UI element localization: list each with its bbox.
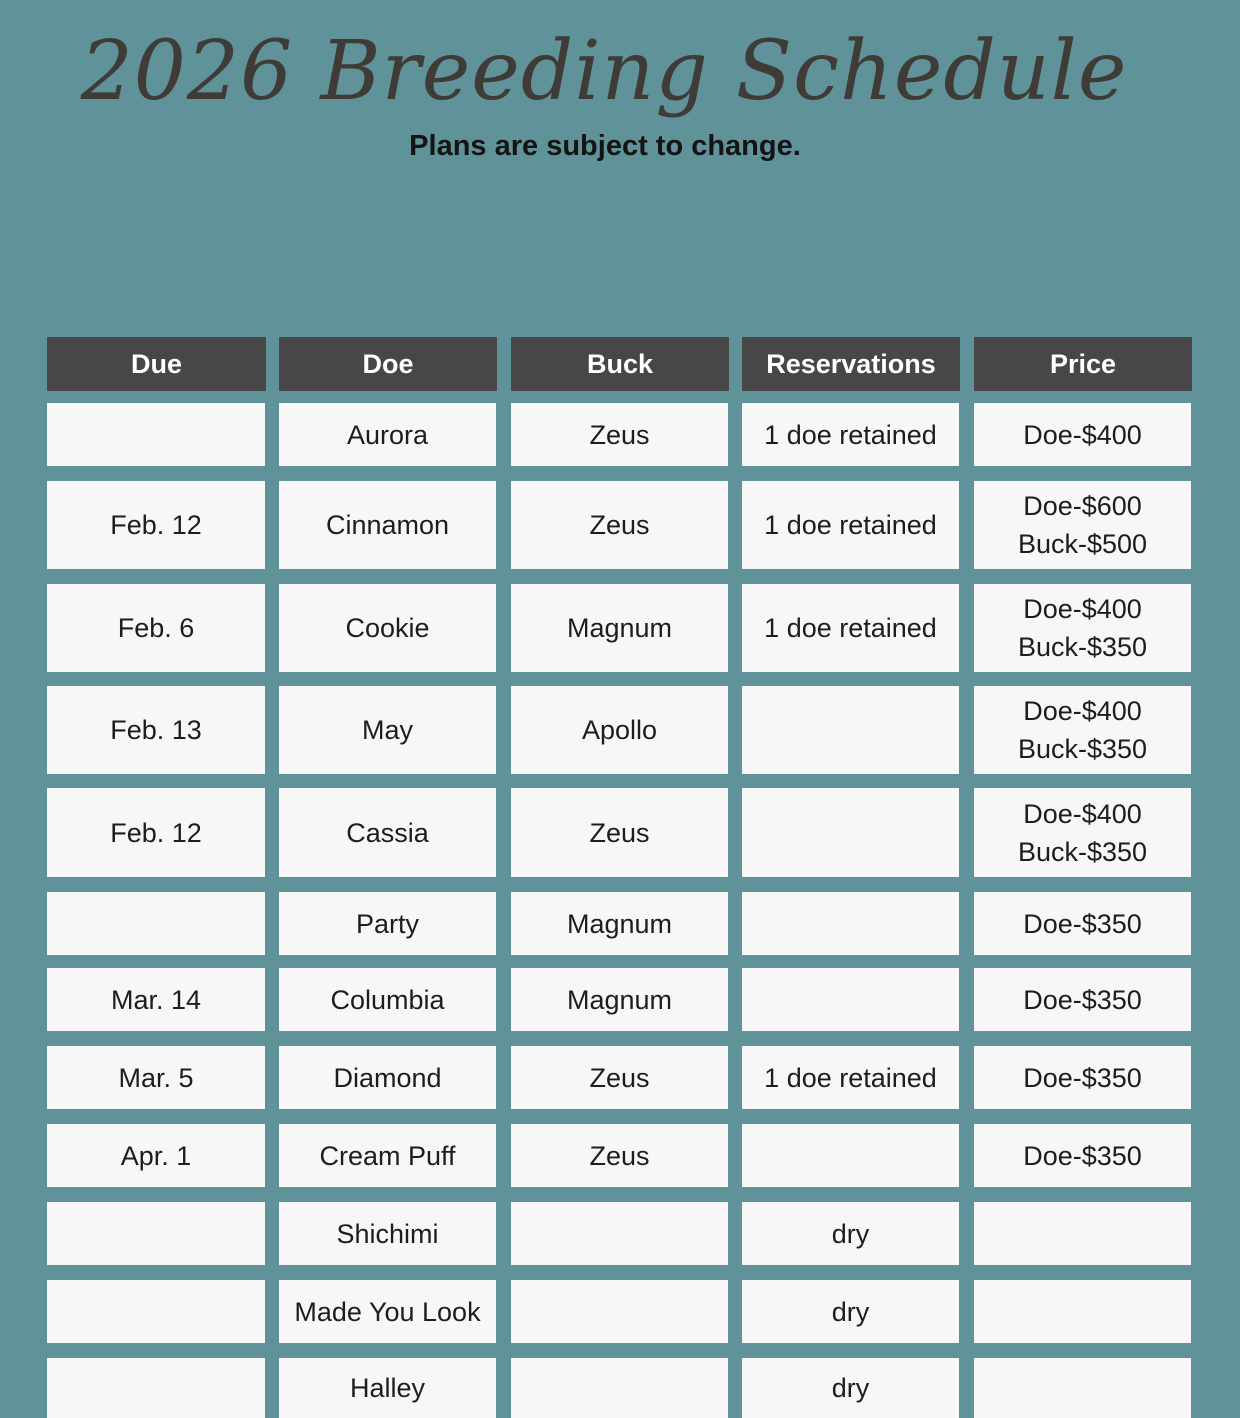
table-cell-reservations: dry [742,1358,959,1418]
table-cell-reservations [742,788,959,877]
table-cell-doe: Made You Look [279,1280,496,1343]
price-line: Doe-$350 [1023,1140,1142,1171]
table-cell-doe: Shichimi [279,1202,496,1265]
table-cell-buck: Zeus [511,481,728,569]
price-line: Doe-$350 [1023,1062,1142,1093]
table-cell-price [974,1124,1191,1187]
table-cell-buck: Zeus [511,403,728,466]
table-cell-due: Feb. 6 [47,584,265,672]
table-cell-doe: Columbia [279,968,496,1031]
table-cell-buck: Apollo [511,686,728,774]
table-cell-due [47,1280,265,1343]
column-header-due: Due [47,337,266,391]
table-cell-doe: Diamond [279,1046,496,1109]
table-cell-due [47,1202,265,1265]
page-title: 2026 Breeding Schedule [80,24,1128,119]
price-line: Buck-$350 [1017,734,1148,764]
table-cell-buck [511,1280,728,1343]
table-cell-due [47,1358,265,1418]
table-cell-reservations [742,892,959,955]
table-cell-due: Feb. 12 [47,481,265,569]
table-cell-reservations [742,686,959,774]
table-cell-buck [511,1202,728,1265]
price-line: Doe-$400 [1023,696,1142,726]
price-line: Doe-$400 [1023,594,1142,624]
table-cell-price [974,1202,1191,1265]
table-cell-due: Feb. 12 [47,788,265,877]
table-cell-doe: Halley [279,1358,496,1418]
table-cell-buck: Zeus [511,788,728,877]
price-line: Doe-$350 [1023,984,1142,1015]
table-cell-price [974,481,1191,569]
table-cell-doe: Party [279,892,496,955]
table-cell-buck: Zeus [511,1046,728,1109]
table-cell-reservations: dry [742,1280,959,1343]
table-cell-price [974,686,1191,774]
table-cell-due: Mar. 14 [47,968,265,1031]
price-line: Buck-$350 [1017,632,1148,662]
table-cell-buck [511,1358,728,1418]
table-cell-price [974,584,1191,672]
table-cell-buck: Magnum [511,584,728,672]
table-cell-price [974,968,1191,1031]
table-cell-price [974,788,1191,877]
table-cell-doe: Cinnamon [279,481,496,569]
table-cell-doe: Cookie [279,584,496,672]
price-line: Doe-$350 [1023,908,1142,939]
table-cell-due: Mar. 5 [47,1046,265,1109]
table-cell-doe: Cassia [279,788,496,877]
table-cell-price [974,1046,1191,1109]
table-cell-price [974,1358,1191,1418]
table-cell-doe: Aurora [279,403,496,466]
table-cell-price [974,1280,1191,1343]
table-cell-due [47,892,265,955]
table-cell-doe: May [279,686,496,774]
price-line: Doe-$600 [1023,491,1142,521]
table-cell-buck: Magnum [511,892,728,955]
table-cell-doe: Cream Puff [279,1124,496,1187]
price-line: Buck-$350 [1017,836,1148,867]
table-cell-buck: Magnum [511,968,728,1031]
table-cell-due [47,403,265,466]
table-cell-due: Feb. 13 [47,686,265,774]
table-cell-reservations [742,968,959,1031]
column-header-reservations: Reservations [742,337,960,391]
price-line: Doe-$400 [1023,798,1142,829]
table-cell-price [974,403,1191,466]
table-cell-due: Apr. 1 [47,1124,265,1187]
table-cell-price [974,892,1191,955]
table-cell-reservations [742,1124,959,1187]
column-header-price: Price [974,337,1192,391]
table-cell-reservations: 1 doe retained [742,1046,959,1109]
column-header-buck: Buck [511,337,729,391]
price-line: Buck-$500 [1017,529,1148,559]
table-cell-reservations: 1 doe retained [742,481,959,569]
column-header-doe: Doe [279,337,497,391]
table-cell-buck: Zeus [511,1124,728,1187]
table-cell-reservations: 1 doe retained [742,403,959,466]
table-cell-reservations: dry [742,1202,959,1265]
page-subtitle: Plans are subject to change. [409,130,801,162]
price-line: Doe-$400 [1023,419,1142,450]
table-cell-reservations: 1 doe retained [742,584,959,672]
